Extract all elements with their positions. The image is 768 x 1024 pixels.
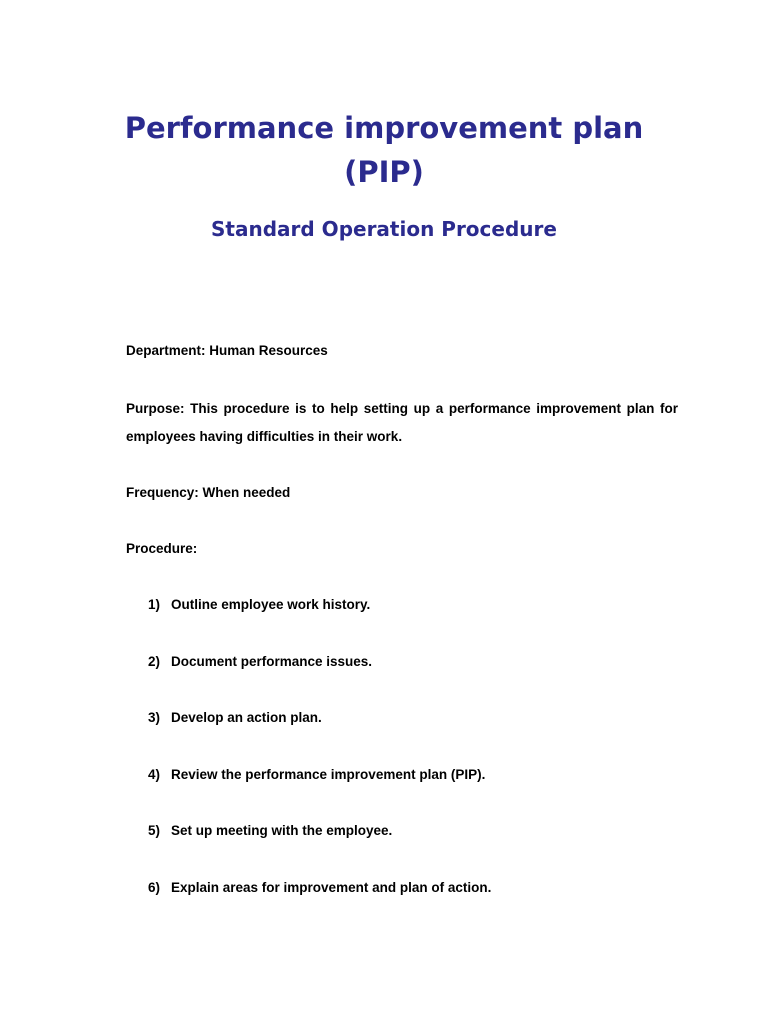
step-number: 5) — [148, 823, 161, 838]
procedure-heading: Procedure: — [126, 541, 198, 556]
step-number: 4) — [148, 766, 161, 782]
document-title: Performance improvement plan (PIP) — [124, 111, 644, 189]
document-subtitle: Standard Operation Procedure — [211, 217, 557, 241]
frequency-line: Frequency: When needed — [126, 485, 291, 500]
step-number: 1) — [148, 597, 161, 612]
procedure-step — [148, 591, 668, 648]
department-line: Department: Human Resources — [126, 343, 328, 358]
step-number: 2) — [148, 653, 161, 669]
procedure-step — [148, 704, 668, 761]
step-text: Review the performance improvement plan (PIP). — [171, 766, 486, 782]
step-number: 3) — [148, 710, 161, 725]
step-text: Outline employee work history. — [171, 597, 371, 612]
procedure-step — [148, 817, 668, 874]
step-number: 6) — [148, 879, 161, 895]
step-text: Explain areas for improvement and plan of action. — [171, 879, 492, 895]
step-text: Set up meeting with the employee. — [171, 823, 393, 838]
procedure-step — [148, 874, 668, 931]
procedure-step — [148, 648, 668, 705]
step-text: Develop an action plan. — [171, 710, 322, 725]
purpose-paragraph: Purpose: This procedure is to help setting up a performance improvement plan for employees having difficulties in their work. — [126, 401, 678, 444]
step-text: Document performance issues. — [171, 653, 373, 669]
procedure-step — [148, 761, 668, 818]
procedure-steps-list — [148, 591, 668, 930]
